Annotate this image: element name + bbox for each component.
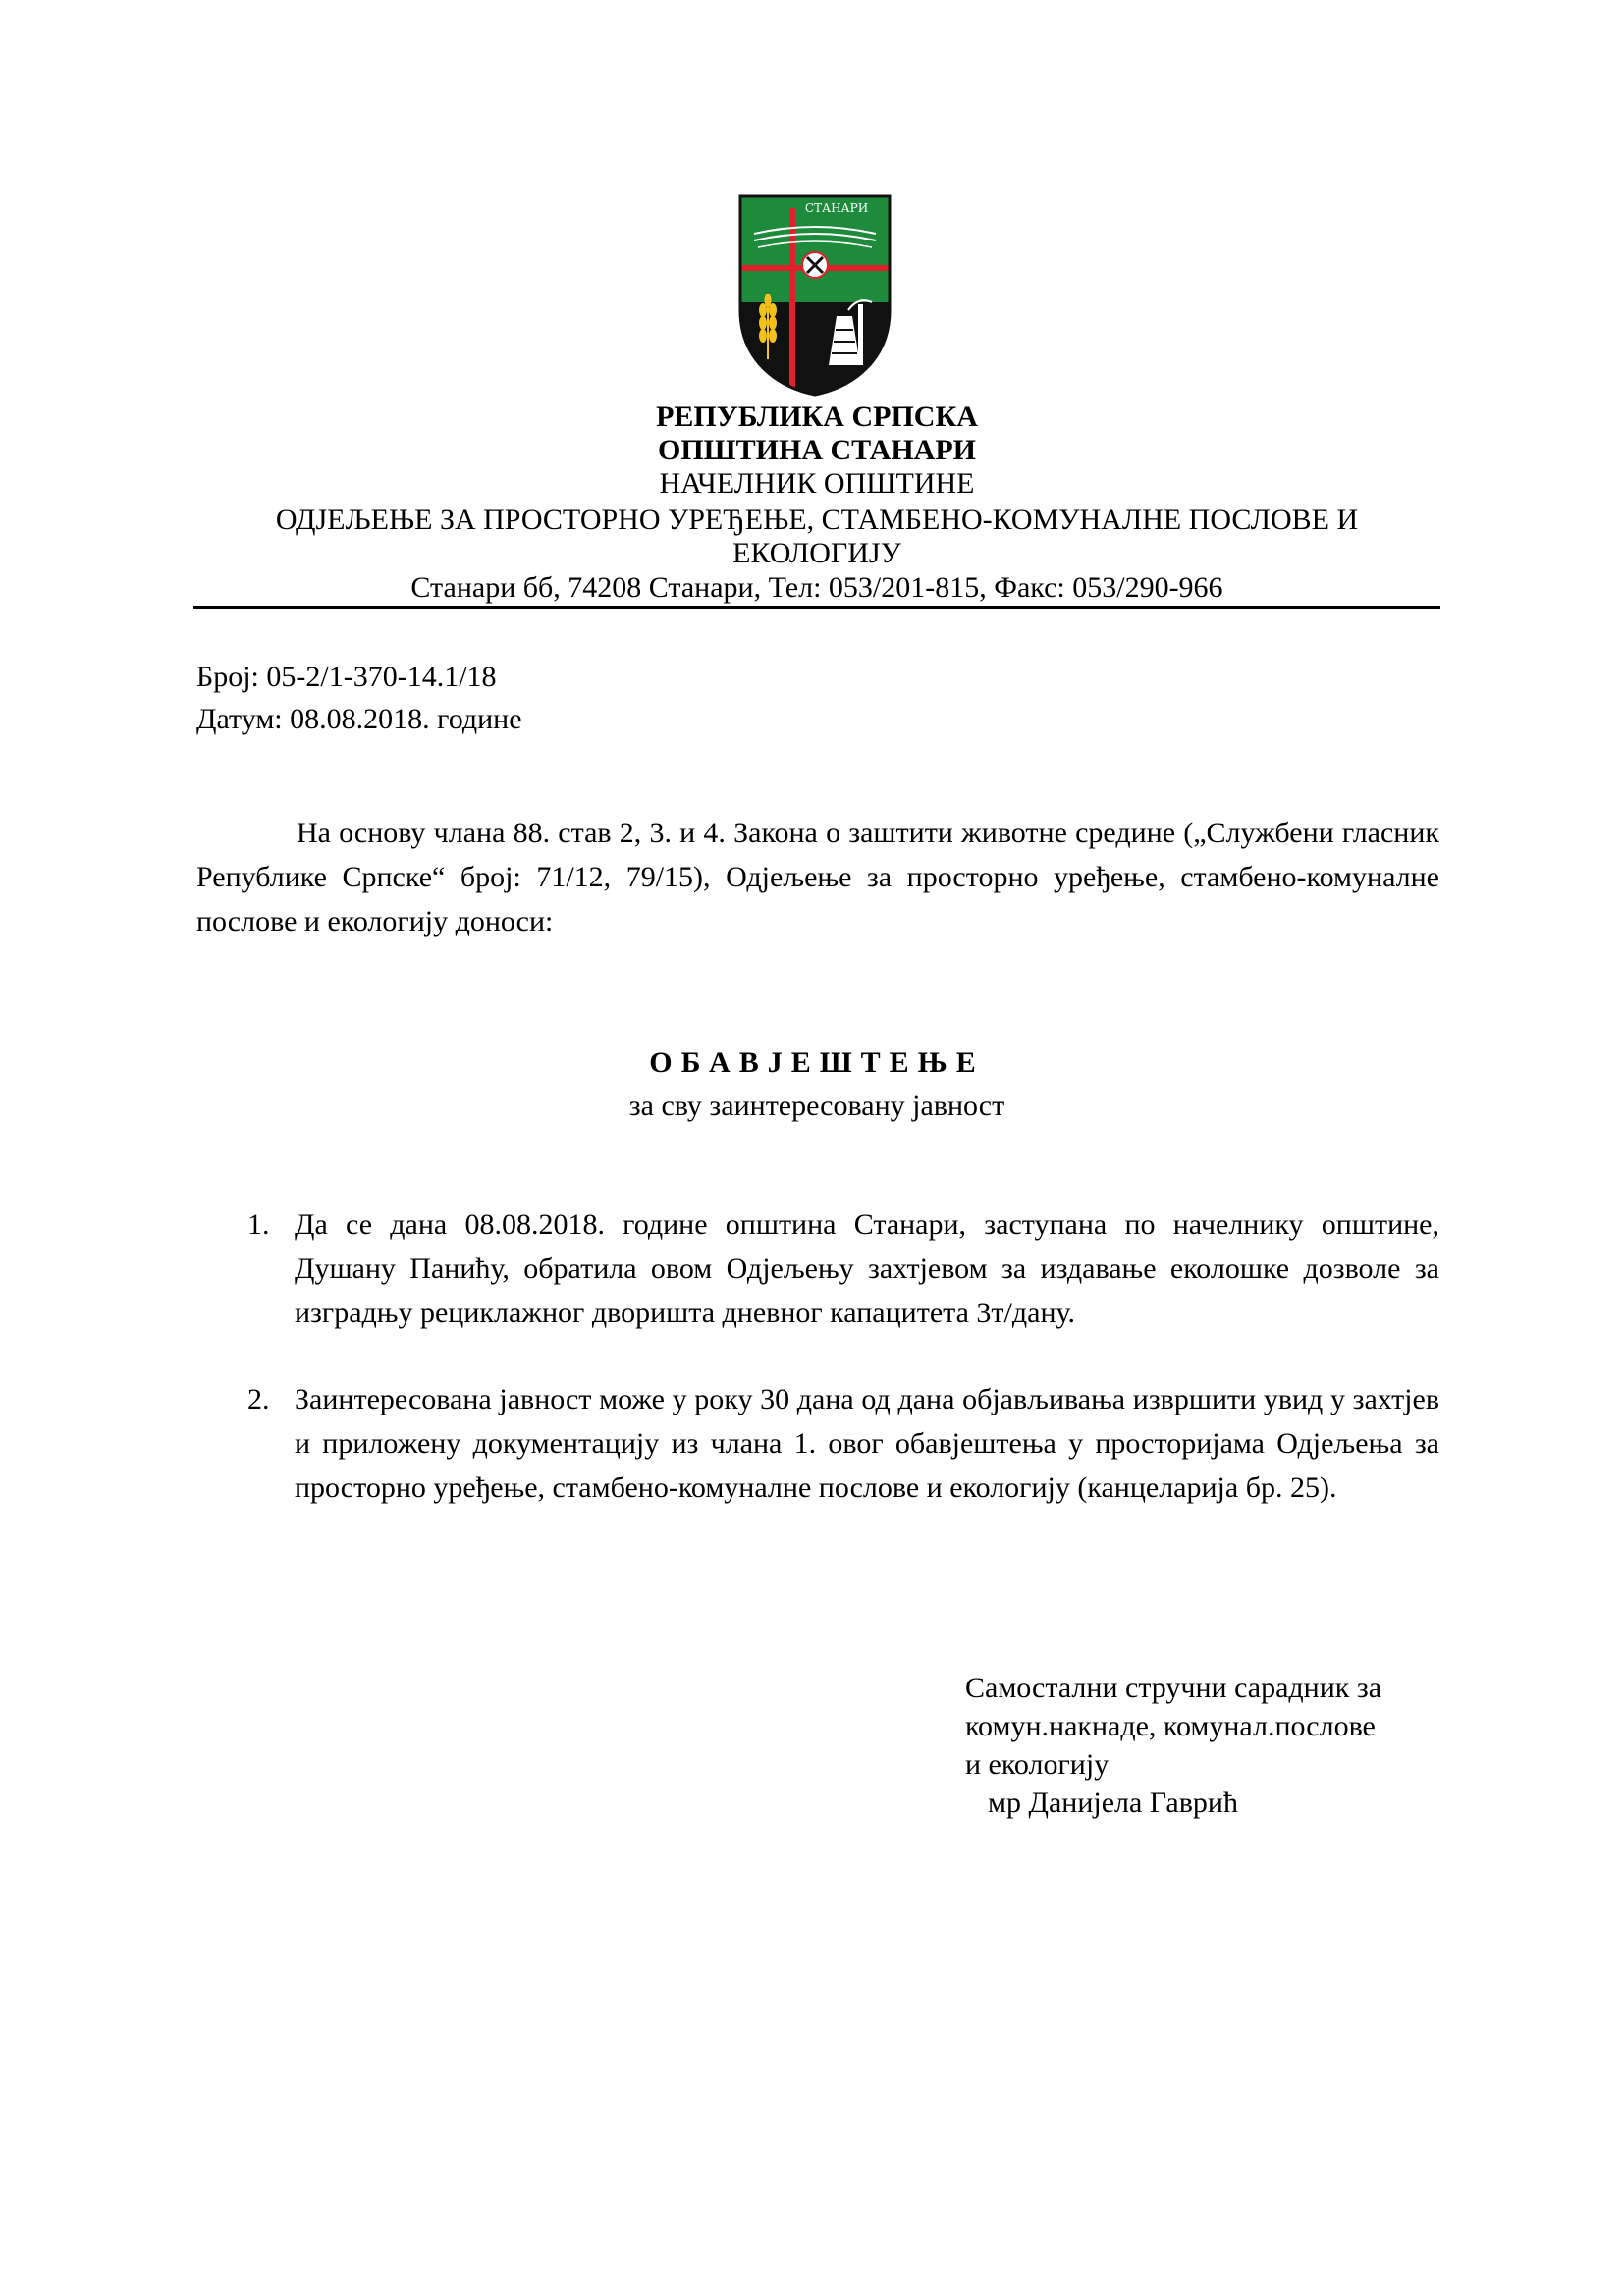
list-item: Да се дана 08.08.2018. године општина Станари, заступана по начелнику општине, Душану Панићу, обратила овом Одјељењу захтјевом за издавање еколошке дозволе за изградњу рециклажног дворишта дневног капацитета 3т/дану. [295, 1208, 1439, 1329]
header-divider [193, 606, 1440, 609]
header-department-line2: ЕКОЛОГИЈУ [732, 537, 901, 569]
document-number: Број: 05-2/1-370-14.1/18 [196, 661, 497, 693]
item-number: 1. [247, 1208, 270, 1241]
list-item: Заинтересована јавност може у року 30 дана од дана објављивања извршити увид у захтјев и приложену документацију из члана 1. овог обавјештења у просторијама Одјељења за просторно уређење, стамбено-комуналне послове и екологију (канцеларија бр. 25). [295, 1383, 1439, 1504]
header-department-line1: ОДЈЕЉЕЊЕ ЗА ПРОСТОРНО УРЕЂЕЊЕ, СТАМБЕНО-КОМУНАЛНЕ ПОСЛОВЕ И [275, 504, 1359, 536]
notice-subtitle: за сву заинтересовану јавност [628, 1090, 1005, 1122]
intro-paragraph: На основу члана 88. став 2, 3. и 4. Закона о заштити животне средине („Службени гласник Републике Српске“ број: 71/12, 79/15), Одјељење за просторно уређење, стамбено-комуналне послове и екологију доноси: [196, 817, 1439, 937]
signature-title-line1: Самостални стручни сарадник за [965, 1672, 1382, 1704]
header-office: НАЧЕЛНИК ОПШТИНЕ [659, 467, 975, 500]
header-republic: РЕПУБЛИКА СРПСКА [656, 400, 978, 433]
header-municipality: ОПШТИНА СТАНАРИ [658, 434, 976, 466]
signature-title-line3: и екологију [965, 1748, 1110, 1781]
document-date: Датум: 08.08.2018. године [196, 703, 522, 735]
crest-label: СТАНАРИ [804, 201, 869, 215]
item-number: 2. [247, 1383, 270, 1415]
header-contact: Станари бб, 74208 Станари, Тел: 053/201-815, Факс: 053/290-966 [410, 571, 1223, 604]
municipality-crest-icon [738, 194, 892, 397]
signature-name: мр Данијела Гаврић [988, 1787, 1238, 1819]
notice-title: ОБАВЈЕШТЕЊЕ [649, 1046, 985, 1079]
signature-title-line2: комун.накнаде, комунал.послове [965, 1710, 1376, 1742]
